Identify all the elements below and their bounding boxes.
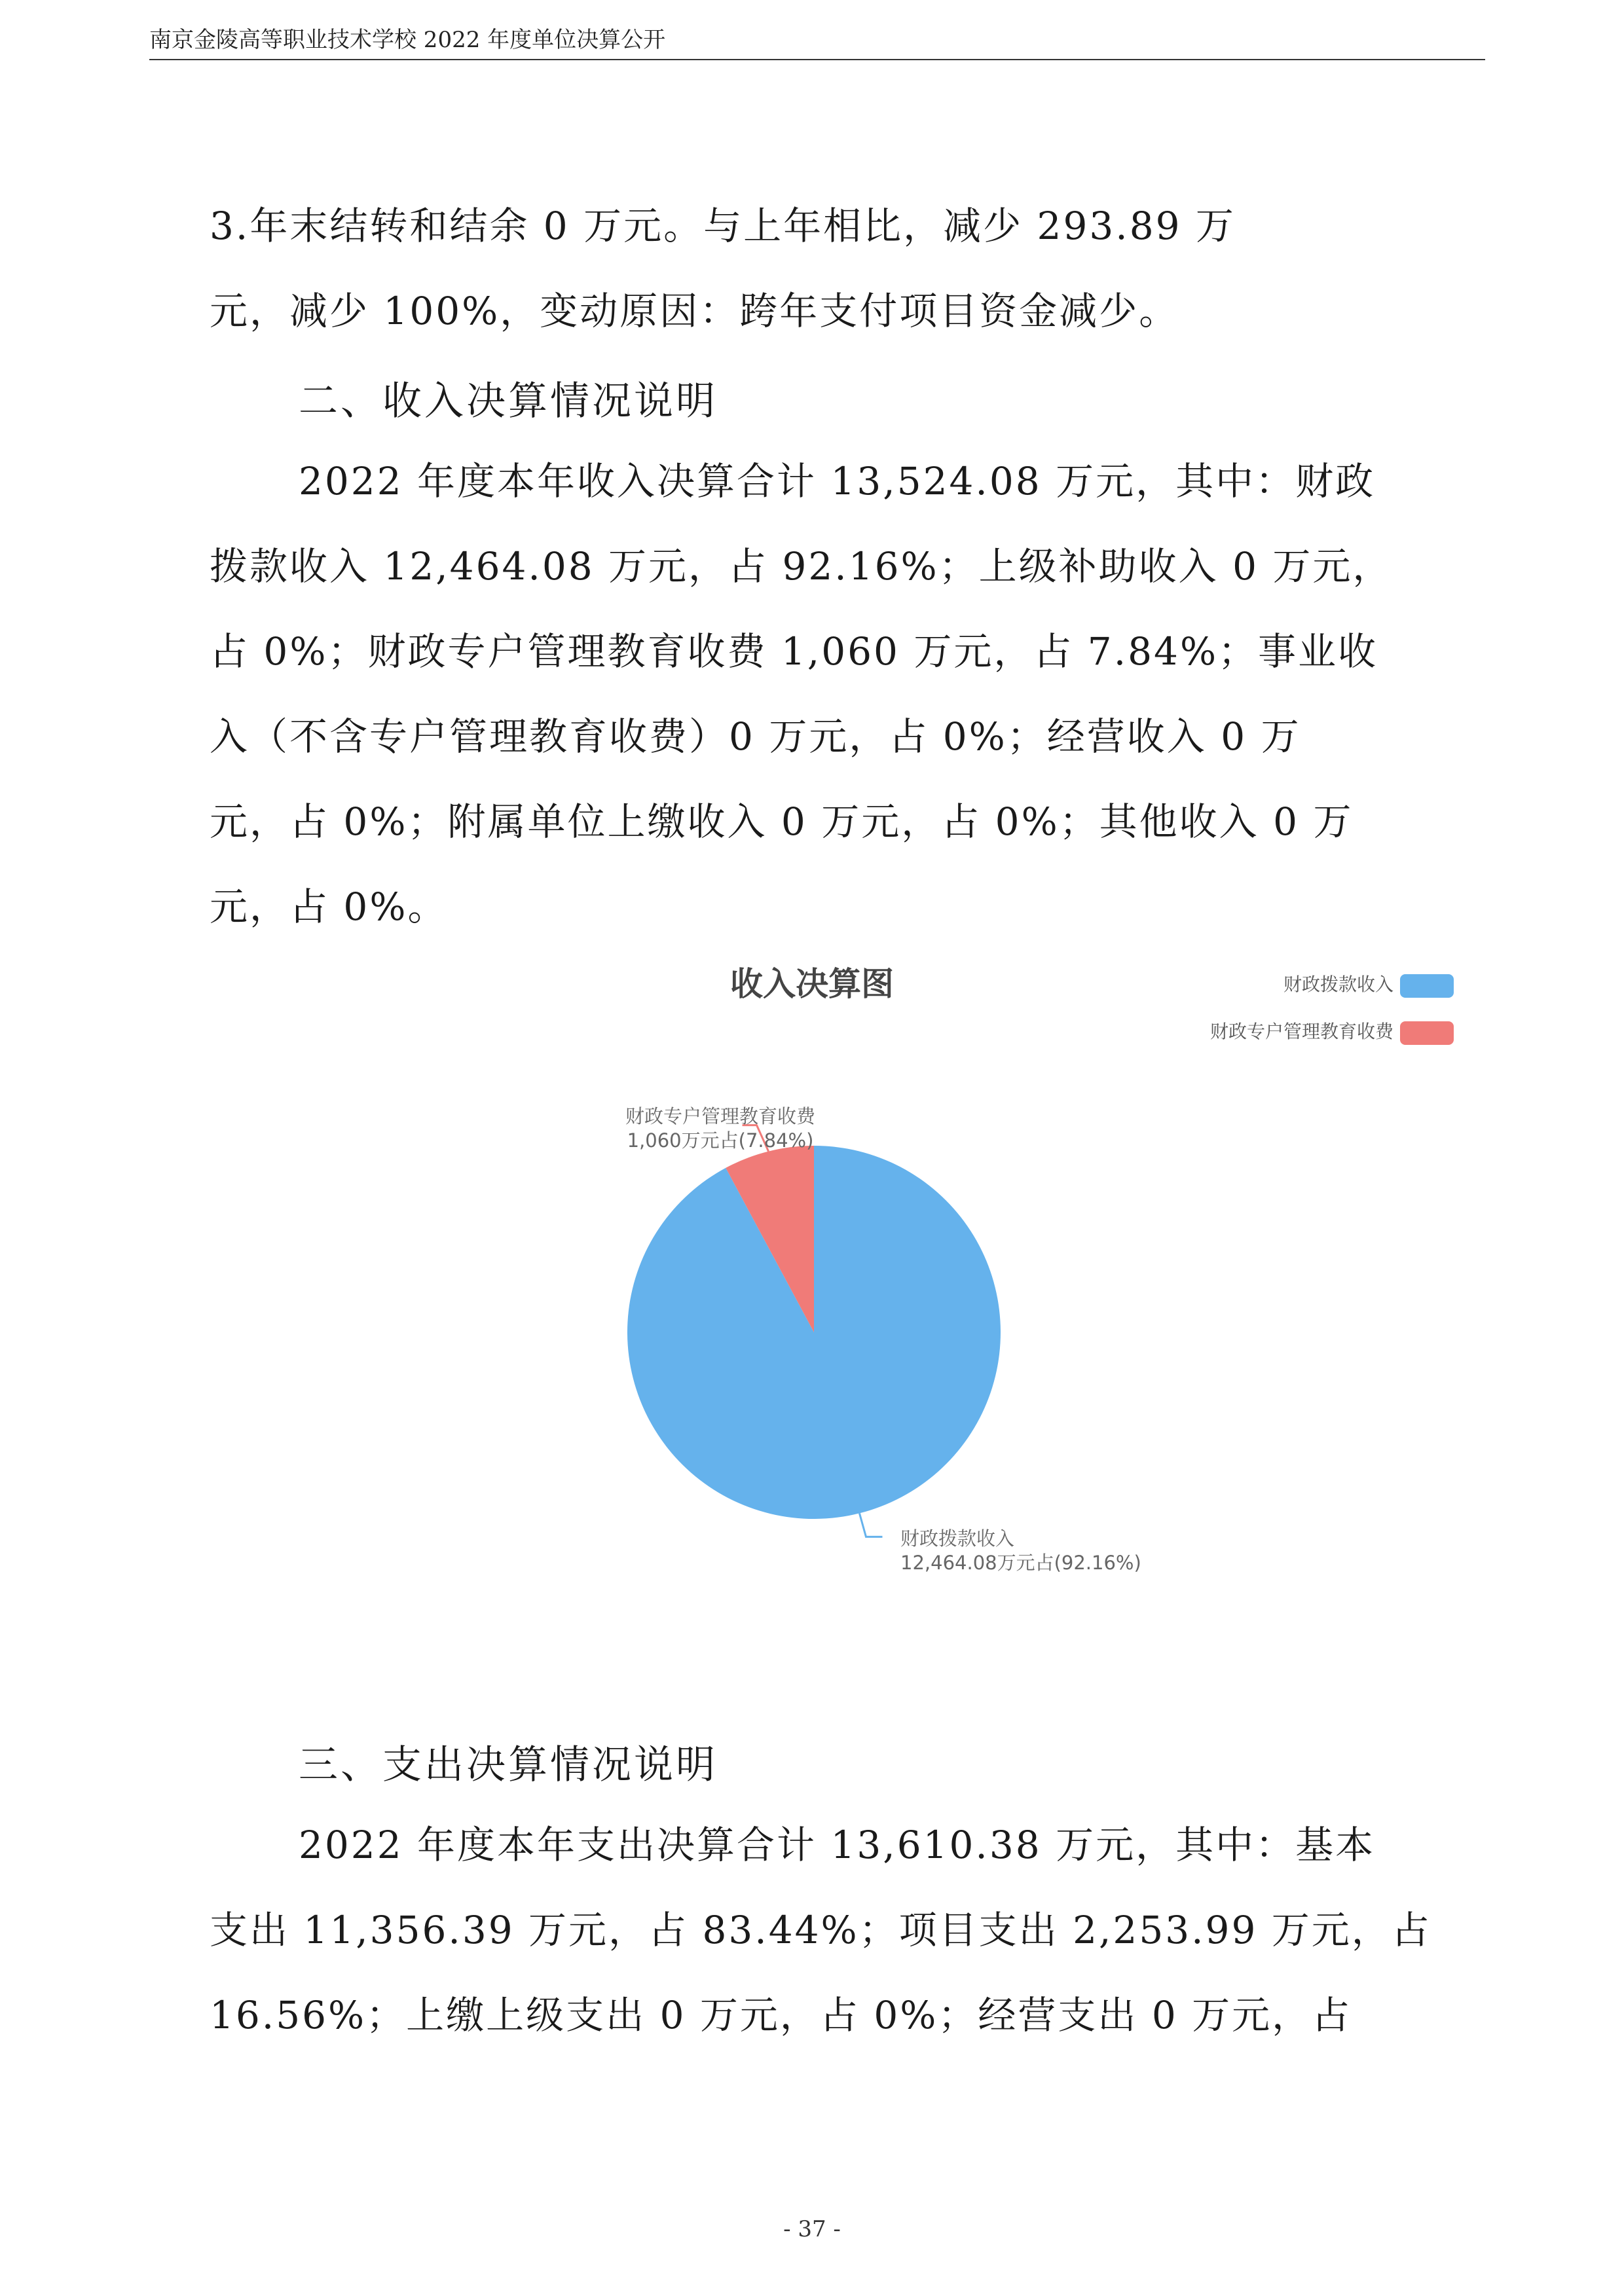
slice-label: 1,060万元占(7.84%): [627, 1129, 814, 1152]
pie-slices: [627, 1146, 1001, 1519]
paragraph-line: 2022 年度本年收入决算合计 13,524.08 万元，其中：财政: [299, 459, 1376, 503]
chart-title: 收入决算图: [730, 965, 894, 1003]
header-title: 南京金陵高等职业技术学校 2022 年度单位决算公开: [149, 27, 666, 53]
paragraph-line: 占 0%；财政专户管理教育收费 1,060 万元，占 7.84%；事业收: [210, 629, 1378, 674]
slice-label: 财政拨款收入: [900, 1527, 1015, 1550]
slice-label: 12,464.08万元占(92.16%): [900, 1552, 1141, 1574]
paragraph-line: 元，占 0%。: [210, 884, 448, 929]
paragraph-line: 元，占 0%；附属单位上缴收入 0 万元，占 0%；其他收入 0 万: [210, 799, 1354, 844]
paragraph-line: 16.56%；上缴上级支出 0 万元，占 0%；经营支出 0 万元，占: [210, 1993, 1352, 2037]
pie-chart-svg: [589, 936, 1519, 1604]
paragraph-line: 支出 11,356.39 万元，占 83.44%；项目支出 2,253.99 万元，占: [210, 1908, 1431, 1952]
slice-label: 财政专户管理教育收费: [625, 1105, 816, 1127]
paragraph-line: 入（不含专户管理教育收费）0 万元，占 0%；经营收入 0 万: [210, 714, 1301, 759]
document-header: [149, 25, 1485, 60]
page-number: - 37 -: [783, 2216, 841, 2242]
paragraph-line: 3.年末结转和结余 0 万元。与上年相比，减少 293.89 万: [210, 204, 1236, 248]
paragraph-line: 拨款收入 12,464.08 万元，占 92.16%；上级补助收入 0 万元，: [210, 544, 1393, 589]
legend: [1210, 974, 1454, 1045]
leader-line: [859, 1513, 882, 1537]
section-heading-expense: 三、支出决算情况说明: [299, 1742, 718, 1788]
section-heading-income: 二、收入决算情况说明: [299, 378, 718, 424]
paragraph-line: 2022 年度本年支出决算合计 13,610.38 万元，其中：基本: [299, 1823, 1376, 1867]
legend-label: 财政专户管理教育收费: [1209, 1021, 1393, 1042]
legend-label: 财政拨款收入: [1283, 974, 1393, 995]
legend-swatch: [1400, 1021, 1454, 1045]
legend-swatch: [1400, 974, 1454, 998]
paragraph-line: 元，减少 100%，变动原因：跨年支付项目资金减少。: [210, 289, 1179, 333]
income-pie-chart: [589, 936, 1519, 1604]
